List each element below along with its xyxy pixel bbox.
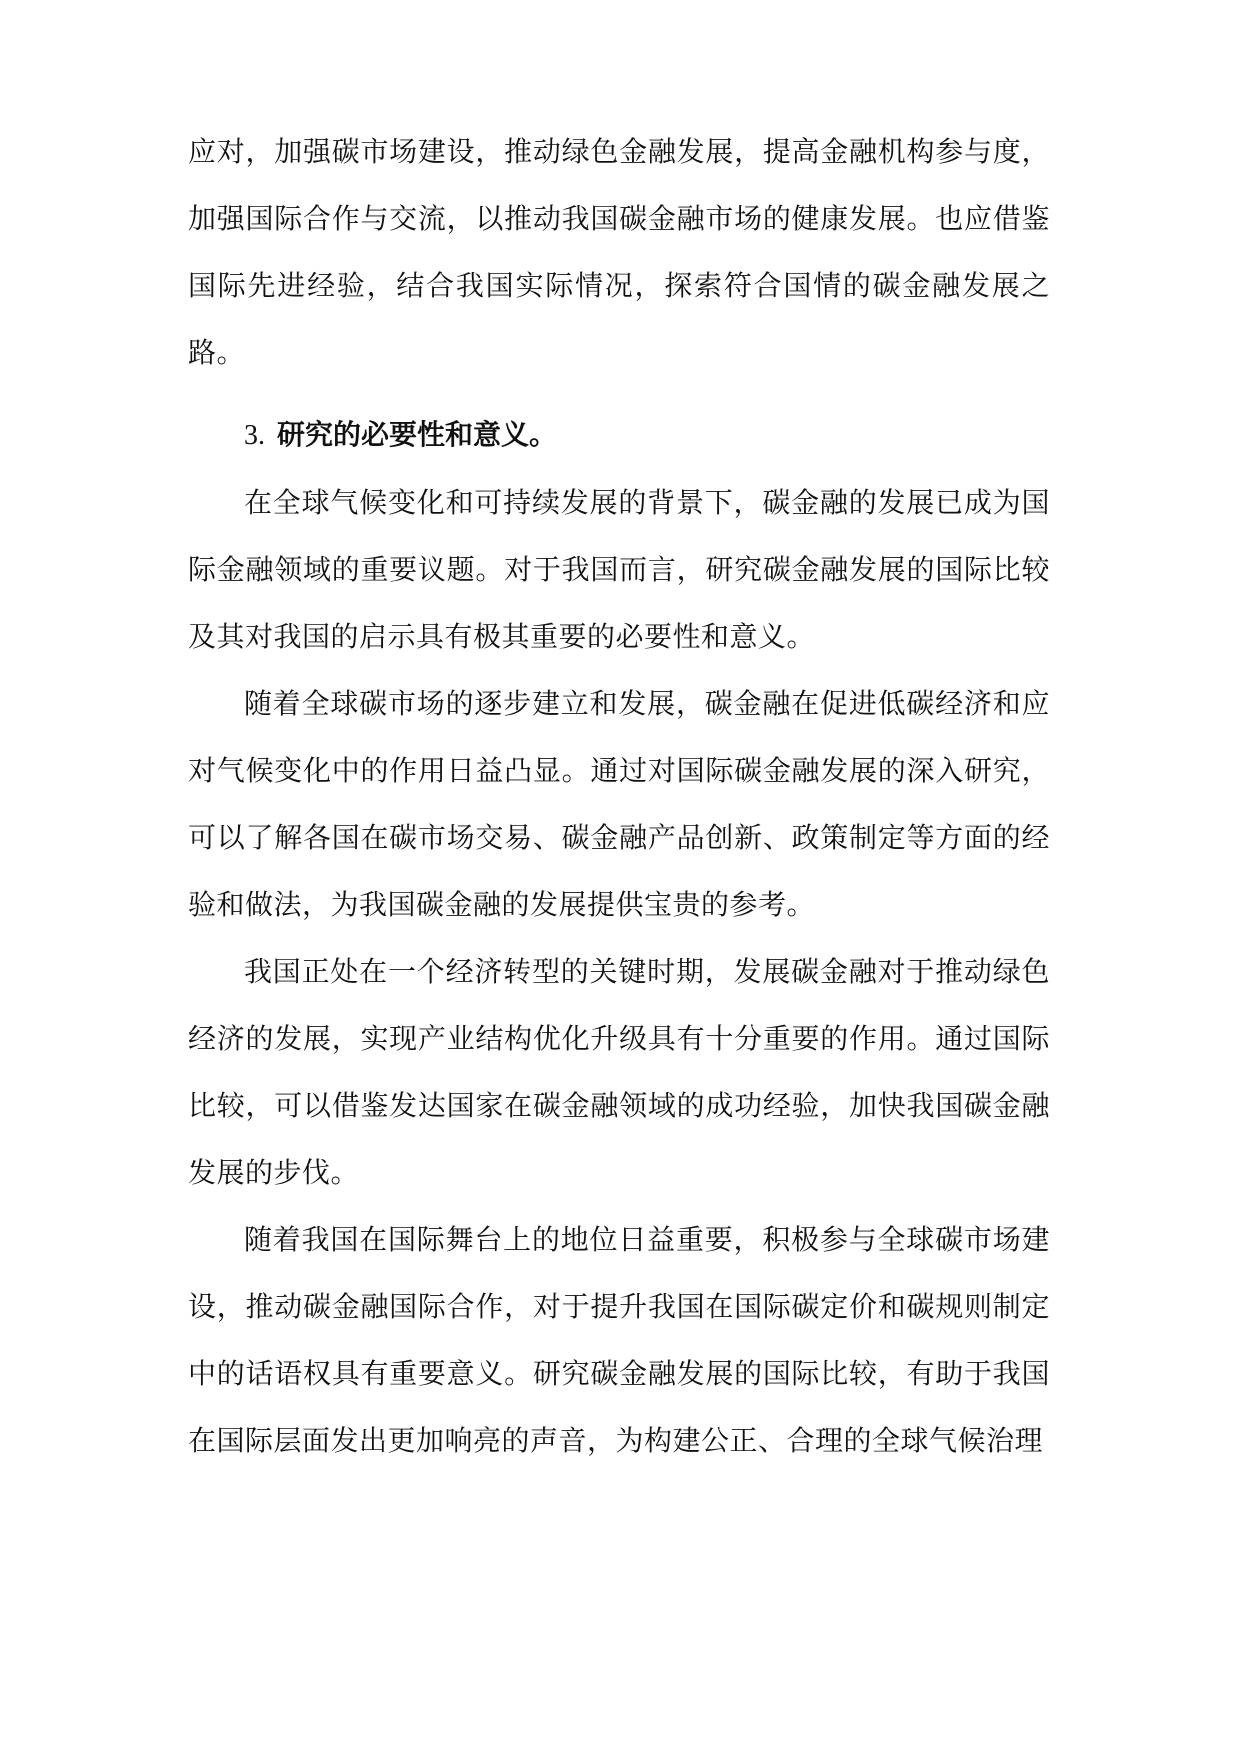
page-body — [188, 118, 1050, 1474]
body-paragraph: 在全球气候变化和可持续发展的背景下，碳金融的发展已成为国际金融领域的重要议题。对于我国而言，研究碳金融发展的国际比较及其对我国的启示具有极其重要的必要性和意义。 — [188, 486, 1050, 653]
section-number: 3. — [244, 420, 265, 451]
continuation-paragraph: 应对，加强碳市场建设，推动绿色金融发展，提高金融机构参与度，加强国际合作与交流，以推动我国碳金融市场的健康发展。也应借鉴国际先进经验，结合我国实际情况，探索符合国情的碳金融发展之路。 — [188, 135, 1050, 369]
body-paragraph: 我国正处在一个经济转型的关键时期，发展碳金融对于推动绿色经济的发展，实现产业结构优化升级具有十分重要的作用。通过国际比较，可以借鉴发达国家在碳金融领域的成功经验，加快我国碳金融发展的步伐。 — [188, 955, 1050, 1189]
body-paragraph: 随着全球碳市场的逐步建立和发展，碳金融在促进低碳经济和应对气候变化中的作用日益凸显。通过对国际碳金融发展的深入研究，可以了解各国在碳市场交易、碳金融产品创新、政策制定等方面的经验和做法，为我国碳金融的发展提供宝贵的参考。 — [188, 687, 1050, 921]
section-heading — [188, 401, 1050, 469]
body-paragraph: 随着我国在国际舞台上的地位日益重要，积极参与全球碳市场建设，推动碳金融国际合作，对于提升我国在国际碳定价和碳规则制定中的话语权具有重要意义。研究碳金融发展的国际比较，有助于我国在国际层面发出更加响亮的声音，为构建公正、合理的全球气候治理 — [188, 1223, 1050, 1457]
section-title: 研究的必要性和意义。 — [277, 418, 558, 451]
